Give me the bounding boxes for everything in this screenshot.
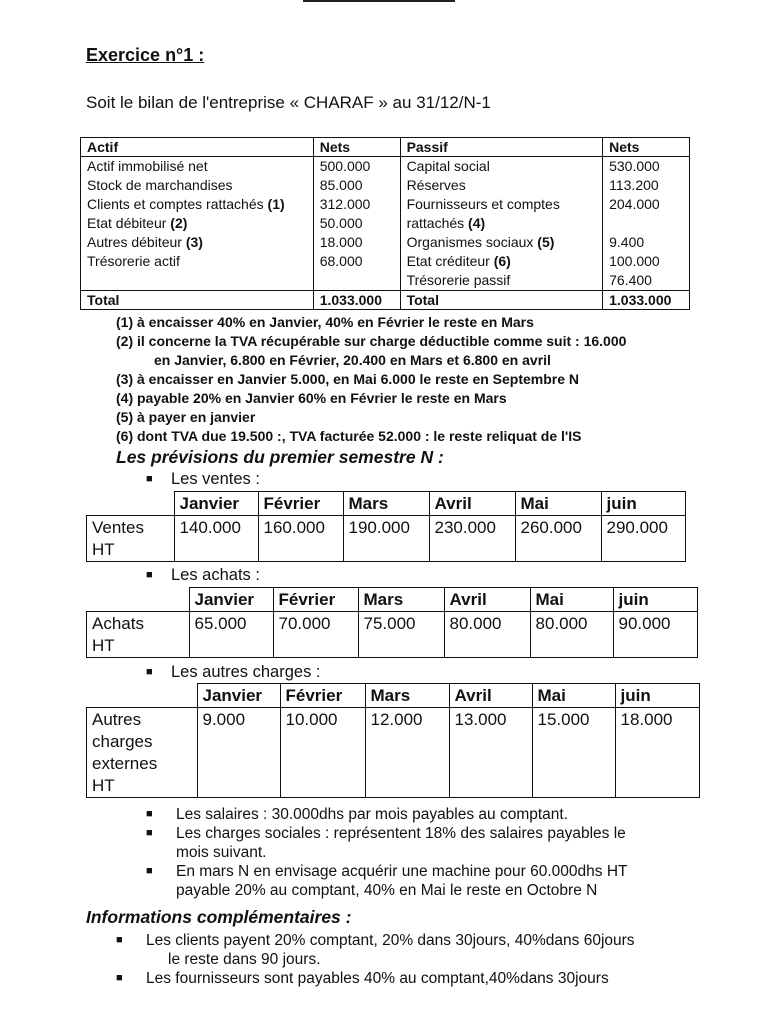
actif-item-note: (2) <box>166 215 188 231</box>
total-label-actif: Total <box>81 291 314 310</box>
achats-row <box>87 612 698 658</box>
achats-value: 65.000 <box>189 612 273 658</box>
month-header-1: Février <box>273 588 358 612</box>
bullet-icon: ■ <box>146 569 153 581</box>
month-header-row <box>87 588 698 612</box>
info-item <box>116 969 736 988</box>
bullets_after-line: payable 20% au comptant, 40% en Mai le reste en Octobre N <box>176 882 598 899</box>
achats-label <box>87 612 190 658</box>
previsions-heading: Les prévisions du premier semestre N : <box>116 447 444 467</box>
total-actif: 1.033.000 <box>313 291 400 310</box>
month-header-5: juin <box>601 492 685 516</box>
actif-item-value: 85.000 <box>319 177 363 193</box>
note-line: en Janvier, 6.800 en Février, 20.400 en Mars et 6.800 en avril <box>154 352 551 368</box>
info-line: Les fournisseurs sont payables 40% au comptant,40%dans 30jours <box>146 970 609 987</box>
actif-item-note: (1) <box>263 196 285 212</box>
passif-item-value: 113.200 <box>609 177 659 193</box>
month-header-2: Mars <box>343 492 429 516</box>
passif-labels-cell <box>400 157 603 291</box>
actif-item-label: Actif immobilisé net <box>87 158 208 174</box>
month-header-4: Mai <box>530 588 613 612</box>
month-header-2: Mars <box>365 684 449 708</box>
blank-cell <box>87 588 190 612</box>
actif-item-label: Clients et comptes rattachés <box>87 196 264 212</box>
bullet-icon: ■ <box>116 972 123 984</box>
passif-item-note: (4) <box>464 215 486 231</box>
passif-item-value: 9.400 <box>609 234 645 250</box>
autres-bullet-text: Les autres charges : <box>171 663 321 681</box>
ventes-label-line: Ventes <box>92 518 144 537</box>
actif-item <box>87 176 307 195</box>
actif-item-label: Autres débiteur <box>87 234 182 250</box>
bullets_after-line: En mars N en envisage acquérir une machine pour 60.000dhs HT <box>176 863 628 880</box>
autres-row <box>87 708 700 798</box>
info-item <box>116 931 736 969</box>
autres-value: 18.000 <box>615 708 699 798</box>
passif-item-value: 530.000 <box>609 158 660 174</box>
bullet-icon: ■ <box>116 934 123 946</box>
bullet-icon: ■ <box>146 473 153 485</box>
passif-item-label: rattachés <box>406 215 465 231</box>
bullet-icon: ■ <box>146 865 153 877</box>
passif-item-value: 204.000 <box>609 196 660 212</box>
note-line: (1) à encaisser 40% en Janvier, 40% en Février le reste en Mars <box>116 314 534 330</box>
passif-item-label: Trésorerie passif <box>406 272 511 288</box>
charges-bullets <box>146 805 726 900</box>
ventes-value: 160.000 <box>258 516 343 562</box>
passif-item <box>407 271 597 290</box>
month-header-0: Janvier <box>189 588 273 612</box>
actif-item-note: (3) <box>181 234 203 250</box>
autres-value: 9.000 <box>197 708 280 798</box>
bilan-header-actif: Actif <box>81 138 314 157</box>
month-header-4: Mai <box>532 684 615 708</box>
actif-item-value: 500.000 <box>319 158 371 174</box>
bilan-header-nets: Nets <box>603 138 690 157</box>
autres-value: 15.000 <box>532 708 615 798</box>
autres-label-line: externes <box>92 754 158 773</box>
month-header-1: Février <box>258 492 343 516</box>
month-header-4: Mai <box>515 492 601 516</box>
actif-item-value: 312.000 <box>319 196 371 212</box>
bullets_after-item <box>146 862 726 900</box>
passif-item <box>407 157 597 176</box>
autres-bullet <box>146 663 321 682</box>
passif-item <box>407 214 597 233</box>
passif-item <box>407 195 597 214</box>
autres-value: 10.000 <box>280 708 365 798</box>
note-line: (5) à payer en janvier <box>116 409 256 425</box>
bullets_after-item <box>146 805 726 824</box>
bilan-body-row <box>81 157 690 291</box>
passif-item-label: Capital social <box>406 158 490 174</box>
blank-cell <box>87 492 175 516</box>
autres-label-line: charges <box>92 732 153 751</box>
passif-item-label: Fournisseurs et comptes <box>406 196 560 212</box>
actif-item-value: 18.000 <box>319 234 363 250</box>
bullets_after-line: Les salaires : 30.000dhs par mois payables au comptant. <box>176 806 569 823</box>
ventes-row <box>87 516 686 562</box>
month-header-1: Février <box>280 684 365 708</box>
info-line: Les clients payent 20% comptant, 20% dans 30jours, 40%dans 60jours <box>146 932 635 949</box>
ventes-table <box>86 491 686 562</box>
ventes-value: 230.000 <box>429 516 515 562</box>
achats-value: 90.000 <box>613 612 697 658</box>
achats-value: 80.000 <box>530 612 613 658</box>
bullet-icon: ■ <box>146 827 153 839</box>
achats-bullet-text: Les achats : <box>171 566 260 584</box>
passif-item-label: Etat créditeur <box>406 253 490 269</box>
total-passif: 1.033.000 <box>603 291 690 310</box>
month-header-3: Avril <box>429 492 515 516</box>
actif-labels-cell <box>81 157 314 291</box>
passif-item-value: 100.000 <box>609 253 660 269</box>
ventes-label <box>87 516 175 562</box>
ventes-value: 290.000 <box>601 516 685 562</box>
achats-bullet <box>146 566 260 585</box>
month-header-0: Janvier <box>197 684 280 708</box>
blank-cell <box>87 684 198 708</box>
actif-values-cell <box>313 157 400 291</box>
exercise-title: Exercice n°1 : <box>86 45 205 65</box>
actif-item <box>87 252 307 271</box>
info-line: le reste dans 90 jours. <box>168 951 321 968</box>
achats-value: 80.000 <box>444 612 530 658</box>
actif-item <box>87 157 307 176</box>
achats-value: 75.000 <box>358 612 444 658</box>
passif-item-value <box>609 214 683 233</box>
achats-value: 70.000 <box>273 612 358 658</box>
passif-values-cell <box>603 157 690 291</box>
bullet-icon: ■ <box>146 666 153 678</box>
ventes-value: 190.000 <box>343 516 429 562</box>
top-rule <box>303 0 455 2</box>
autres-value: 13.000 <box>449 708 532 798</box>
month-header-5: juin <box>615 684 699 708</box>
month-header-5: juin <box>613 588 697 612</box>
total-label-passif: Total <box>400 291 603 310</box>
month-header-0: Janvier <box>174 492 258 516</box>
passif-item-label: Réserves <box>406 177 466 193</box>
actif-item-value: 68.000 <box>319 253 363 269</box>
passif-item <box>407 233 597 252</box>
actif-item <box>87 233 307 252</box>
ventes-value: 260.000 <box>515 516 601 562</box>
intro-text: Soit le bilan de l'entreprise « CHARAF » au 31/12/N-1 <box>86 93 491 112</box>
month-header-row <box>87 684 700 708</box>
achats-label-line: HT <box>92 636 115 655</box>
passif-item <box>407 252 597 271</box>
passif-item <box>407 176 597 195</box>
month-header-3: Avril <box>444 588 530 612</box>
ventes-bullet <box>146 470 260 489</box>
passif-item-label: Organismes sociaux <box>406 234 534 250</box>
actif-item-label: Etat débiteur <box>87 215 167 231</box>
autres-label <box>87 708 198 798</box>
autres-label-line: HT <box>92 776 115 795</box>
bullet-icon: ■ <box>146 808 153 820</box>
autres-label-line: Autres <box>92 710 142 729</box>
actif-item-value <box>320 271 394 290</box>
notes <box>116 313 626 446</box>
note-line: (2) il concerne la TVA récupérable sur charge déductible comme suit : 16.000 <box>116 333 627 349</box>
actif-item-value: 50.000 <box>319 215 363 231</box>
bilan-table <box>80 137 690 310</box>
bullets_after-item <box>146 824 726 862</box>
info-heading: Informations complémentaires : <box>86 907 352 927</box>
actif-item <box>87 214 307 233</box>
bilan-header-passif: Passif <box>400 138 603 157</box>
note-line: (4) payable 20% en Janvier 60% en Février le reste en Mars <box>116 390 507 406</box>
bilan-header-nets: Nets <box>313 138 400 157</box>
passif-item-value: 76.400 <box>609 272 652 288</box>
actif-item-label: Stock de marchandises <box>87 177 233 193</box>
ventes-bullet-text: Les ventes : <box>171 470 260 488</box>
ventes-value: 140.000 <box>174 516 258 562</box>
bilan-total-row <box>81 291 690 310</box>
passif-item-note: (6) <box>489 253 511 269</box>
bullets_after-line: Les charges sociales : représentent 18% des salaires payables le <box>176 825 626 842</box>
actif-item <box>87 195 307 214</box>
actif-item-label: Trésorerie actif <box>87 253 180 269</box>
bullets_after-line: mois suivant. <box>176 844 267 861</box>
ventes-label-line: HT <box>92 540 115 559</box>
bilan-header-row <box>81 138 690 157</box>
note-line: (6) dont TVA due 19.500 :, TVA facturée 52.000 : le reste reliquat de l'IS <box>116 428 582 444</box>
achats-table <box>86 587 698 658</box>
month-header-2: Mars <box>358 588 444 612</box>
autres-table <box>86 683 700 798</box>
info-bullets <box>116 931 736 988</box>
month-header-row <box>87 492 686 516</box>
autres-value: 12.000 <box>365 708 449 798</box>
month-header-3: Avril <box>449 684 532 708</box>
passif-item-note: (5) <box>533 234 555 250</box>
actif-item <box>87 271 307 290</box>
achats-label-line: Achats <box>92 614 144 633</box>
note-line: (3) à encaisser en Janvier 5.000, en Mai 6.000 le reste en Septembre N <box>116 371 580 387</box>
